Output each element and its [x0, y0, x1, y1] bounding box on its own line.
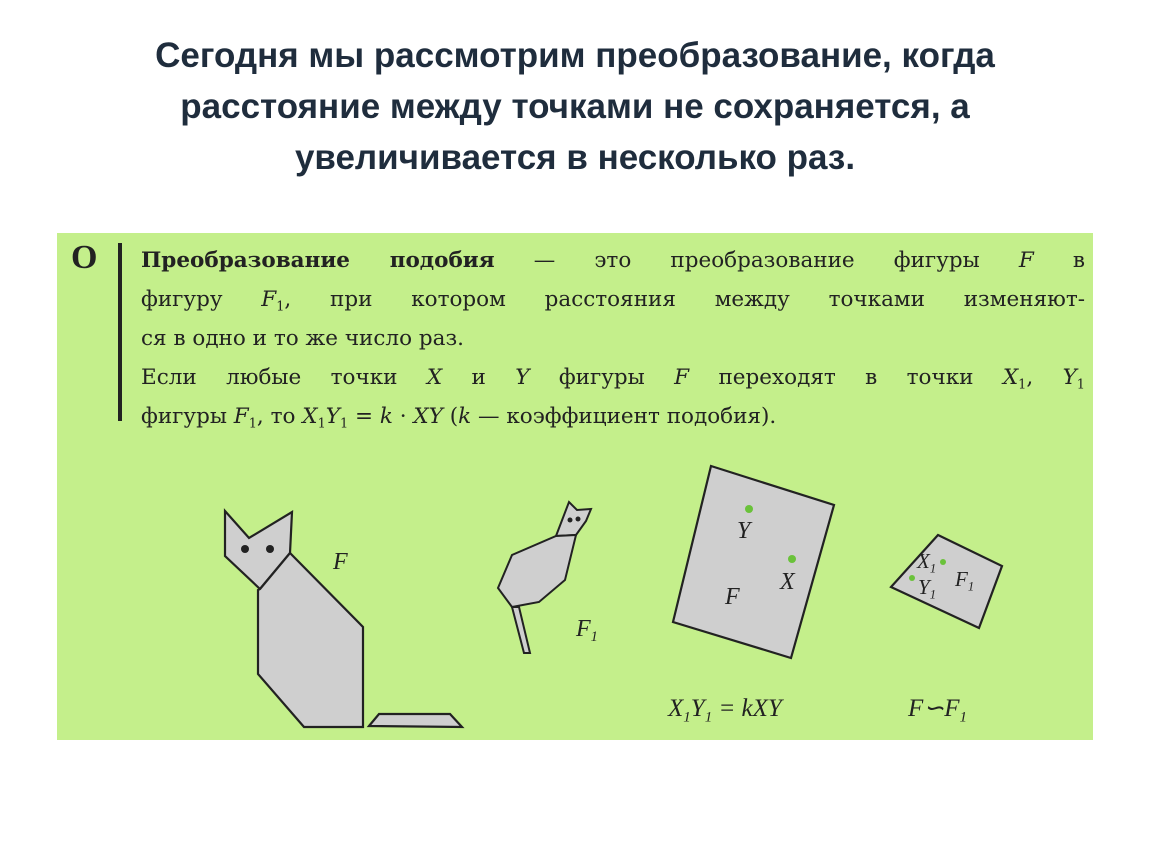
point-y-dot [745, 505, 753, 513]
cat-figure [225, 511, 462, 727]
large-rectangle [673, 466, 834, 658]
small-cat-eye [568, 518, 573, 523]
cat-label: F [333, 549, 348, 575]
cat-body [258, 553, 363, 727]
small-cat-eye-2 [576, 517, 581, 522]
slide-title [40, 30, 1110, 183]
cat-eye-left [241, 545, 249, 553]
cat-eye-right [266, 545, 274, 553]
small-cat-tail [512, 607, 530, 653]
definition-line-3: ся в одно и то же число раз. [141, 326, 465, 351]
rect-point-y-label: Y [737, 518, 751, 544]
definition-line-5: фигуры $F_1$, то $X_1Y_1 = k$ · XY (k — коэффициент подобия). [141, 404, 777, 432]
definition-line-4: Если любые точки X и Y фигуры F переходят в точки $X_1$, $Y_1$ [141, 365, 1085, 393]
title-line-1: Сегодня мы рассмотрим преобразование, когда [155, 36, 995, 75]
rect-label: F [725, 584, 740, 610]
rect-point-x-label: X [780, 569, 795, 595]
definition-marker: О [71, 239, 98, 276]
definition-line-1: Преобразование подобия — это преобразование фигуры F в [141, 248, 1086, 273]
point-x1-dot [940, 559, 946, 565]
small-cat-label: $F_1$ [576, 616, 598, 646]
title-line-3: увеличивается в несколько раз. [294, 138, 856, 177]
small-rectangle [891, 535, 1002, 628]
small-rect-x1-label: $X_1$ [917, 549, 937, 576]
ratio-formula: $X_1Y_1$ = kXY [668, 695, 782, 726]
cat-tail [369, 714, 462, 727]
small-rect-y1-label: $Y_1$ [918, 575, 936, 602]
small-cat-body [498, 535, 576, 607]
point-x-dot [788, 555, 796, 563]
definition-line-2: фигуру $F_1$, при котором расстояния между точками изменяют- [141, 287, 1085, 315]
textbook-panel [57, 233, 1093, 740]
similarity-formula: $F∽F_1$ [908, 695, 968, 726]
small-rect-label: $F_1$ [955, 567, 975, 594]
point-y1-dot [909, 575, 915, 581]
term: Преобразование подобия [141, 248, 495, 273]
small-cat-head [556, 502, 591, 536]
title-line-2: расстояние между точками не сохраняется, а [180, 87, 970, 126]
figures-svg [57, 233, 1093, 740]
